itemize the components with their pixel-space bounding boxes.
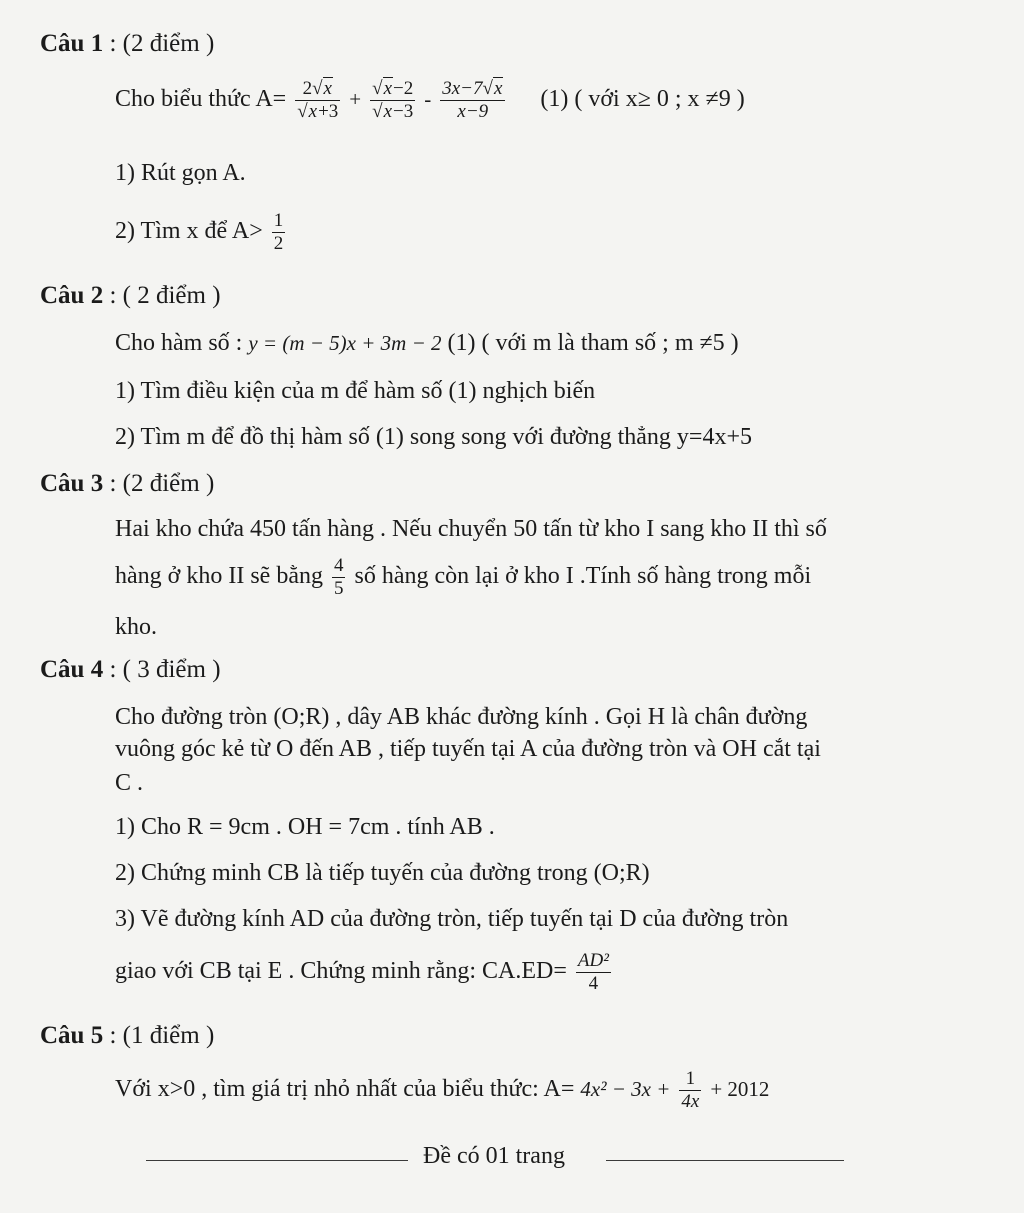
q1-f1-den-radicand: x: [308, 100, 318, 122]
q2-function: y = (m − 5)x + 3m − 2: [248, 331, 442, 355]
q4-part-3-fraction: [576, 950, 611, 995]
q1-f1-num-radicand: x: [323, 78, 332, 99]
question-5-heading: [40, 1022, 214, 1050]
q1-f2-num-radicand: x: [383, 78, 393, 99]
q2-part-2: 2) Tìm m để đồ thị hàm số (1) song song với đường thẳng y=4x+5: [115, 424, 752, 450]
page-footer: [0, 1143, 1024, 1173]
q1-f3-num-head: 3x−7: [442, 78, 483, 99]
q1-plus-sign: +: [349, 86, 362, 111]
q1-fraction-3: $\frac{3x-7√x}{x-9}$: [440, 78, 505, 123]
question-1-points: : (2 điểm ): [109, 30, 215, 57]
q4-part-2: 2) Chứng minh CB là tiếp tuyến của đường trong (O;R): [115, 860, 650, 886]
q3-line-2-suffix: số hàng còn lại ở kho I .Tính số hàng trong mỗi: [354, 562, 812, 589]
q3-line-3: kho.: [115, 614, 157, 640]
q1-part-1: 1) Rút gọn A.: [115, 160, 246, 186]
q1-f2-num-tail: −2: [393, 78, 414, 99]
q3-fraction: [332, 555, 346, 600]
question-4-heading: [40, 656, 221, 684]
q3-line-1: Hai kho chứa 450 tấn hàng . Nếu chuyển 50 tấn từ kho I sang kho II thì số: [115, 516, 827, 542]
question-2-heading: [40, 282, 221, 310]
q4-part-3-line-2: [115, 950, 614, 995]
q5-prefix: Với x>0 , tìm giá trị nhỏ nhất của biểu thức: A=: [115, 1075, 575, 1102]
footer-rule-left: [146, 1160, 408, 1161]
question-5-label: Câu 5: [40, 1022, 104, 1049]
question-1-label: Câu 1: [40, 30, 104, 57]
q3-line-2: [115, 555, 811, 600]
q3-fraction-den: 5: [333, 577, 344, 599]
question-1-heading: [40, 30, 214, 58]
q1-f3-den: x−9: [457, 100, 489, 122]
q2-statement: [115, 330, 739, 356]
question-4-label: Câu 4: [40, 656, 104, 683]
q5-fraction-num: 1: [679, 1068, 701, 1091]
q1-part-2-fraction: [272, 210, 286, 255]
q4-part-3-num: AD²: [577, 950, 609, 971]
q1-minus-sign: -: [424, 86, 432, 111]
question-5-points: : (1 điểm ): [109, 1022, 215, 1049]
q1-part-2-num: 1: [273, 210, 284, 231]
q1-part-2: [115, 210, 288, 255]
q4-line-1: Cho đường tròn (O;R) , dây AB khác đường kính . Gọi H là chân đường: [115, 704, 808, 730]
question-3-heading: [40, 470, 214, 498]
q5-fraction-den: 4x: [681, 1090, 700, 1112]
q1-intro: Cho biểu thức A=: [115, 85, 287, 112]
q1-condition: (1) ( với x≥ 0 ; x ≠9 ): [540, 85, 745, 112]
q2-part-1: 1) Tìm điều kiện của m để hàm số (1) nghịch biến: [115, 378, 596, 404]
q3-line-2-prefix: hàng ở kho II sẽ bằng: [115, 562, 323, 589]
q1-part-2-den: 2: [273, 232, 284, 254]
question-2-points: : ( 2 điểm ): [109, 282, 221, 309]
q2-tail: (1) ( với m là tham số ; m ≠5 ): [447, 330, 739, 356]
q5-statement: [115, 1068, 769, 1113]
question-4-points: : ( 3 điểm ): [109, 656, 221, 683]
q5-fraction: [679, 1068, 701, 1113]
footer-text: Đề có 01 trang: [423, 1143, 565, 1169]
q5-expr-tail: + 2012: [710, 1076, 770, 1101]
q4-part-1: 1) Cho R = 9cm . OH = 7cm . tính AB .: [115, 814, 495, 840]
question-1-expression: [115, 78, 745, 123]
question-3-label: Câu 3: [40, 470, 104, 497]
q4-part-3-den: 4: [588, 972, 599, 994]
q2-intro: Cho hàm số :: [115, 330, 243, 356]
footer-rule-right: [606, 1160, 844, 1161]
q1-f2-den-tail: −3: [393, 100, 414, 122]
q1-f1-coef: 2: [302, 78, 313, 99]
q1-f1-den-tail: +3: [318, 100, 339, 122]
q5-expr-head: 4x² − 3x +: [580, 1076, 671, 1101]
q3-fraction-num: 4: [333, 555, 344, 576]
q4-part-3-line-1: 3) Vẽ đường kính AD của đường tròn, tiếp tuyến tại D của đường tròn: [115, 906, 789, 932]
q1-fraction-1: $\frac{2√x}{√x+3}$: [297, 78, 339, 122]
q1-part-2-prefix: 2) Tìm x để A>: [115, 217, 263, 244]
q4-line-2: vuông góc kẻ từ O đến AB , tiếp tuyến tại A của đường tròn và OH cắt tại: [115, 736, 821, 762]
q1-f3-num-radicand: x: [493, 78, 503, 99]
q1-fraction-2: $\frac{√x-2}{√x-3}$: [372, 78, 414, 122]
q4-part-3-prefix: giao với CB tại E . Chứng minh rằng: CA.ED=: [115, 957, 567, 984]
question-3-points: : (2 điểm ): [109, 470, 215, 497]
q1-f2-den-radicand: x: [383, 100, 393, 122]
q4-line-3: C .: [115, 770, 144, 796]
question-2-label: Câu 2: [40, 282, 104, 309]
